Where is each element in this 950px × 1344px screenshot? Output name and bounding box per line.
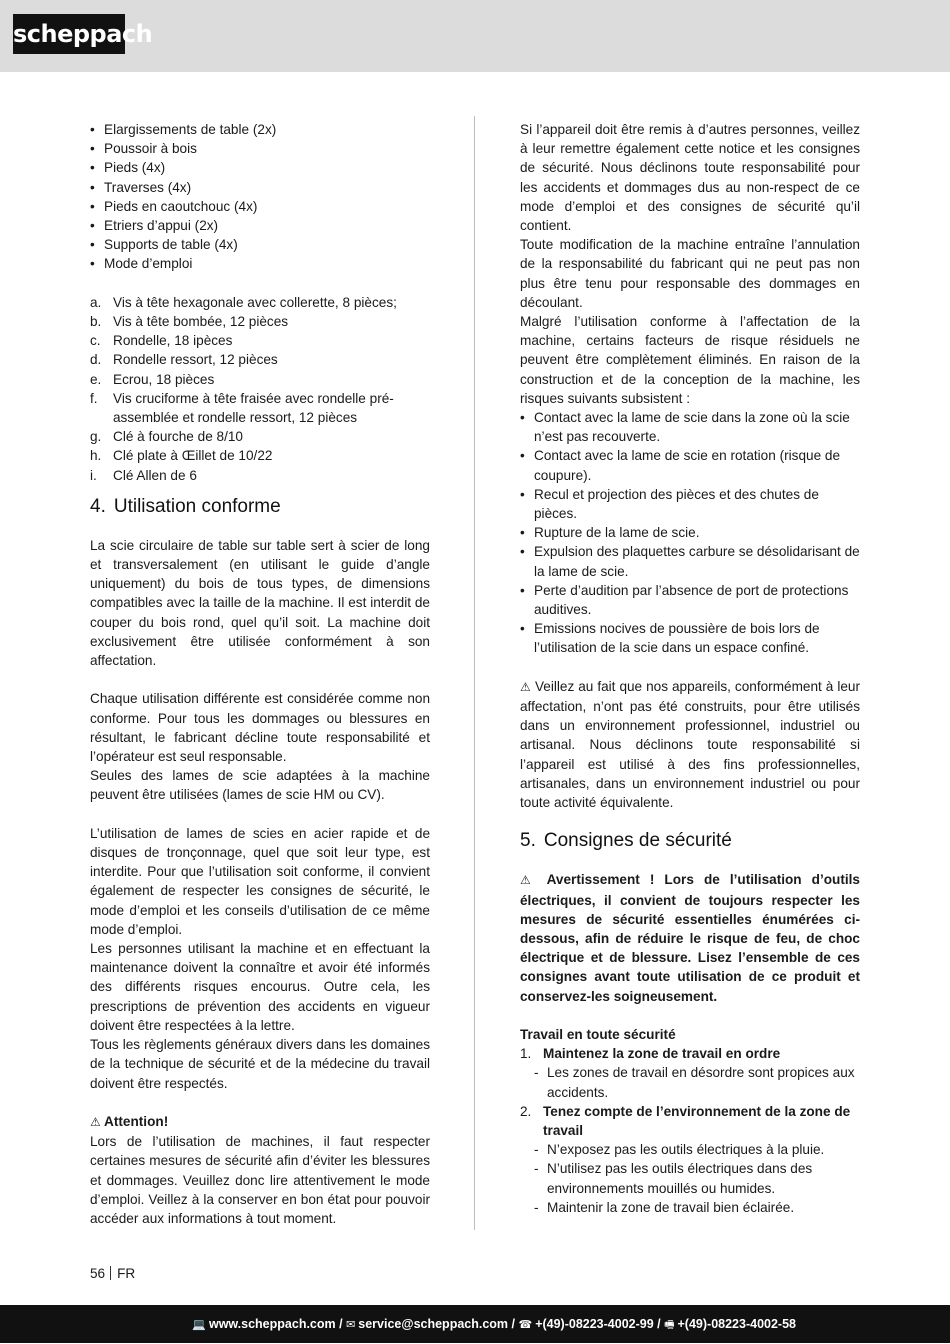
list-item: - N’utilisez pas les outils électriques dans des environnements mouillés ou humides. [520,1159,860,1197]
warning-paragraph: ⚠ Avertissement ! Lors de l’utilisation d’outils électriques, il convient de toujours respecter les mesures de sécurité essentielles énumérées ci-dessous, afin de réduire le risque de feu, de choc électrique et de blessure. Lisez l’ensemble de ces consignes avant toute utilisation de ce produit et conservez-les soigneusement. [520,872,860,1004]
list-item: c. Rondelle, 18 ipèces [90,333,233,349]
paragraph: L’utilisation de lames de scies en acier rapide et de disques de tronçonnage, quel que soit leur type, est interdite. Pour que l’utilisation soit conforme, il convient également de respecter les consignes de sécurité, le mode d’emploi et les conseils d’utilisation de ce même mode d’emploi. [90,825,430,937]
list-item: • Emissions nocives de poussière de bois lors de l’utilisation de la scie dans un espace confiné. [520,619,860,657]
list-item: • Contact avec la lame de scie en rotation (risque de coupure). [520,446,860,484]
list-item: • Poussoir à bois [90,139,430,158]
risk-list [520,408,860,658]
list-item: • Supports de table (4x) [90,235,430,254]
website-link[interactable]: www.scheppach.com / [208,1317,343,1331]
list-item: • Contact avec la lame de scie dans la zone où la scie n’est pas recouverte. [520,408,860,446]
phone-icon: ☎ [518,1318,533,1331]
numbered-item: 1. Maintenez la zone de travail en ordre [520,1046,781,1062]
list-item: • Pieds en caoutchouc (4x) [90,197,430,216]
paragraph: La scie circulaire de table sur table sert à scier de long et transversalement (en utilisant le guide d’angle uniquement) du bois de tous types, de dimensions compatibles avec la taille de la machine. Il est interdit de couper du bois rond, quel qu’il soit. La machine doit exclusivement être utilisée conformément à son affectation. [90,537,430,669]
delivery-list [90,120,430,274]
list-item: • Rupture de la lame de scie. [520,523,860,542]
sub-list [520,1063,860,1101]
warning-icon: ⚠ [520,679,531,694]
paragraph: Malgré l’utilisation conforme à l’affectation de la machine, certains facteurs de risque résiduels ne peuvent être complètement éliminés. En raison de la construction et de la conception de la machine, les risques suivants subsistent : [520,314,860,406]
list-item: - N’exposez pas les outils électriques à la pluie. [520,1140,860,1159]
fax-icon: 🖷 [664,1318,675,1331]
parts-list [90,293,430,485]
right-column [520,120,860,1217]
list-item: • Recul et projection des pièces et des chutes de pièces. [520,485,860,523]
list-item: • Pieds (4x) [90,158,430,177]
section-heading-4: 4. Utilisation conforme [90,495,281,517]
list-item: h. Clé plate à Œillet de 10/22 [90,448,273,464]
scheppach-logo: scheppach [13,14,125,54]
paragraph: Si l’appareil doit être remis à d’autres personnes, veillez à leur remettre également cette notice et les consignes de sécurité. Nous déclinons toute responsabilité pour les accidents et dommages dus au non-respect de ce mode d’emploi et des consignes de sécurité qu’il contient. [520,122,860,234]
attention-heading: ⚠ Attention! [90,1113,169,1129]
list-item: b. Vis à tête bombée, 12 pièces [90,314,289,330]
warning-icon: ⚠ [90,1114,101,1129]
section-heading-5: 5. Consignes de sécurité [520,830,732,852]
paragraph: Chaque utilisation différente est considérée comme non conforme. Pour tous les dommages ou blessures en résultant, le fabricant décline toute responsabilité et l’opérateur est seul responsable. [90,691,430,765]
page-number: 56 FR [90,1266,136,1281]
list-item: i. Clé Allen de 6 [90,467,197,483]
sub-list [520,1140,860,1217]
paragraph: ⚠ Veillez au fait que nos appareils, conformément à leur affectation, n’ont pas été construits, pour être utilisés dans un environnement professionnel, industriel ou artisanal. Nous déclinons toute responsabilité si l’appareil est utilisé à des fins professionnelles, artisanales, dans un environnement industriel ou pour toute activité équivalente. [520,678,860,811]
list-item: e. Ecrou, 18 pièces [90,371,215,387]
list-item: f. Vis cruciforme à tête fraisée avec rondelle pré-assemblée et rondelle ressort, 12 pièces [90,390,394,426]
fax-number: +(49)-08223-4002-58 [677,1317,796,1331]
list-item: • Mode d’emploi [90,254,430,273]
page-footer [0,1305,950,1343]
list-item: - Maintenir la zone de travail bien éclairée. [520,1198,860,1217]
computer-icon: 💻 [192,1318,206,1331]
phone-number: +(49)-08223-4002-99 / [535,1317,661,1331]
numbered-item: 2. Tenez compte de l’environnement de la zone de travail [520,1103,851,1138]
column-divider [474,116,475,1230]
list-item: • Traverses (4x) [90,178,430,197]
list-item: d. Rondelle ressort, 12 pièces [90,352,278,368]
subheading: Travail en toute sécurité [520,1026,676,1042]
paragraph: Tous les règlements généraux divers dans les domaines de la technique de sécurité et de la médecine du travail doivent être respectés. [90,1037,430,1091]
email-link[interactable]: service@scheppach.com / [358,1317,515,1331]
list-item: a. Vis à tête hexagonale avec collerette, 8 pièces; [90,294,397,310]
paragraph: Lors de l’utilisation de machines, il faut respecter certaines mesures de sécurité afin d’éviter les blessures et dommages. Veuillez donc lire attentivement le mode d’emploi. Veillez à la conserver en bon état pour pouvoir accéder aux informations à tout moment. [90,1134,430,1226]
page-header [0,0,950,72]
list-item: • Perte d’audition par l’absence de port de protections auditives. [520,581,860,619]
list-item: • Expulsion des plaquettes carbure se désolidarisant de la lame de scie. [520,542,860,580]
paragraph: Toute modification de la machine entraîne l’annulation de la responsabilité du fabricant qui ne peut pas non plus être tenu pour responsable des dommages en découlant. [520,237,860,310]
paragraph: Seules des lames de scie adaptées à la machine peuvent être utilisées (lames de scie HM ou CV). [90,768,430,803]
warning-icon: ⚠ [520,873,538,888]
left-column [90,120,430,1228]
email-icon: ✉ [346,1318,356,1331]
list-item: g. Clé à fourche de 8/10 [90,429,243,445]
paragraph: Les personnes utilisant la machine et en effectuant la maintenance doivent la connaître et avoir été informés des différents risques encourus. Outre cela, les prescriptions de prévention des accidents en vigueur doivent être respectées à la lettre. [90,941,430,1033]
list-item: - Les zones de travail en désordre sont propices aux accidents. [520,1063,860,1101]
list-item: • Etriers d’appui (2x) [90,216,430,235]
list-item: • Elargissements de table (2x) [90,120,430,139]
